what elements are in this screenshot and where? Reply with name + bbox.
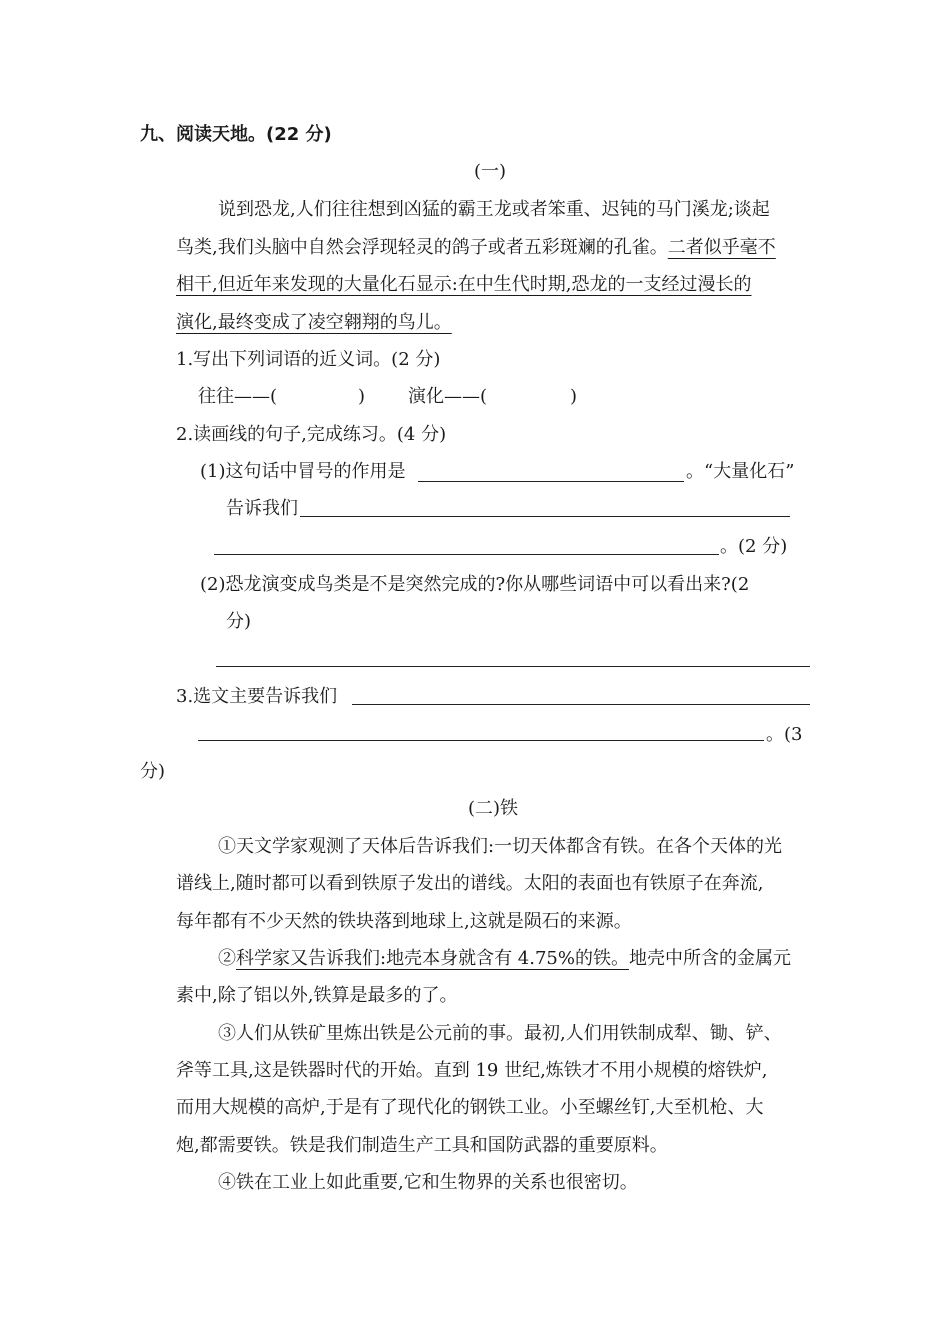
answer-line[interactable] <box>214 554 719 555</box>
passage1-line-2 <box>176 237 776 259</box>
passage2-p2-rest: 地壳中所含的金属元 <box>628 948 791 969</box>
question-2-2-text: (2)恐龙演变成鸟类是不是突然完成的?你从哪些词语中可以看出来?(2 <box>200 574 750 595</box>
question-2-1-text-c: 告诉我们 <box>226 498 298 519</box>
passage2-p2-line-2: 素中,除了铝以外,铁算是最多的了。 <box>176 985 458 1006</box>
passage2-p3-line-1: ③人们从铁矿里炼出铁是公元前的事。最初,人们用铁制成犁、锄、铲、 <box>218 1023 782 1044</box>
synonym-item-2-close: ) <box>570 386 578 407</box>
passage2-p2-line-1 <box>218 948 791 970</box>
question-2-1-text: (1)这句话中冒号的作用是 <box>200 461 406 482</box>
answer-line[interactable] <box>198 740 764 741</box>
passage1-heading: (一) <box>474 161 507 182</box>
synonym-item-1-close: ) <box>358 386 366 407</box>
question-2-1-text-b: 。“大量化石” <box>686 461 795 482</box>
passage2-heading: (二)铁 <box>468 798 519 819</box>
passage2-p4: ④铁在工业上如此重要,它和生物界的关系也很密切。 <box>218 1172 638 1193</box>
question-2-2-text-b: 分) <box>226 611 252 632</box>
passage2-p1-line-3: 每年都有不少天然的铁块落到地球上,这就是陨石的来源。 <box>176 911 632 932</box>
question-2-prompt: 2.读画线的句子,完成练习。(4 分) <box>176 424 447 445</box>
passage1-line-1: 说到恐龙,人们往往想到凶猛的霸王龙或者笨重、迟钝的马门溪龙;谈起 <box>218 199 770 220</box>
passage2-p3-line-2: 斧等工具,这是铁器时代的开始。直到 19 世纪,炼铁才不用小规模的熔铁炉, <box>176 1060 768 1081</box>
synonym-item-2: 演化——( <box>408 386 488 407</box>
paragraph-number: ② <box>218 948 236 969</box>
underlined-sentence: 科学家又告诉我们:地壳本身就含有 4.75%的铁。 <box>236 948 629 969</box>
passage2-p3-line-4: 炮,都需要铁。铁是我们制造生产工具和国防武器的重要原料。 <box>176 1135 668 1156</box>
question-2-1-score: 。(2 分) <box>720 536 788 557</box>
question-3-score-b: 分) <box>140 761 166 782</box>
question-3-prompt: 3.选文主要告诉我们 <box>176 686 338 707</box>
synonym-item-1: 往往——( <box>198 386 278 407</box>
passage2-p3-line-3: 而用大规模的高炉,于是有了现代化的钢铁工业。小至螺丝钉,大至机枪、大 <box>176 1097 764 1118</box>
passage2-p1-line-1: ①天文学家观测了天体后告诉我们:一切天体都含有铁。在各个天体的光 <box>218 836 783 857</box>
section-title: 九、阅读天地。(22 分) <box>140 124 332 145</box>
question-1-prompt: 1.写出下列词语的近义词。(2 分) <box>176 349 441 370</box>
answer-line[interactable] <box>352 704 810 705</box>
answer-line[interactable] <box>216 666 810 667</box>
underlined-sentence-part-2: 相干,但近年来发现的大量化石显示:在中生代时期,恐龙的一支经过漫长的 <box>176 274 752 295</box>
answer-line[interactable] <box>418 481 684 482</box>
question-3-score: 。(3 <box>766 724 803 745</box>
passage2-p1-line-2: 谱线上,随时都可以看到铁原子发出的谱线。太阳的表面也有铁原子在奔流, <box>176 873 764 894</box>
passage1-line-2-text: 鸟类,我们头脑中自然会浮现轻灵的鸽子或者五彩斑斓的孔雀。 <box>176 237 668 258</box>
answer-line[interactable] <box>300 516 790 517</box>
underlined-sentence-part-1: 二者似乎毫不 <box>667 237 776 258</box>
underlined-sentence-part-3: 演化,最终变成了凌空翱翔的鸟儿。 <box>176 312 452 333</box>
